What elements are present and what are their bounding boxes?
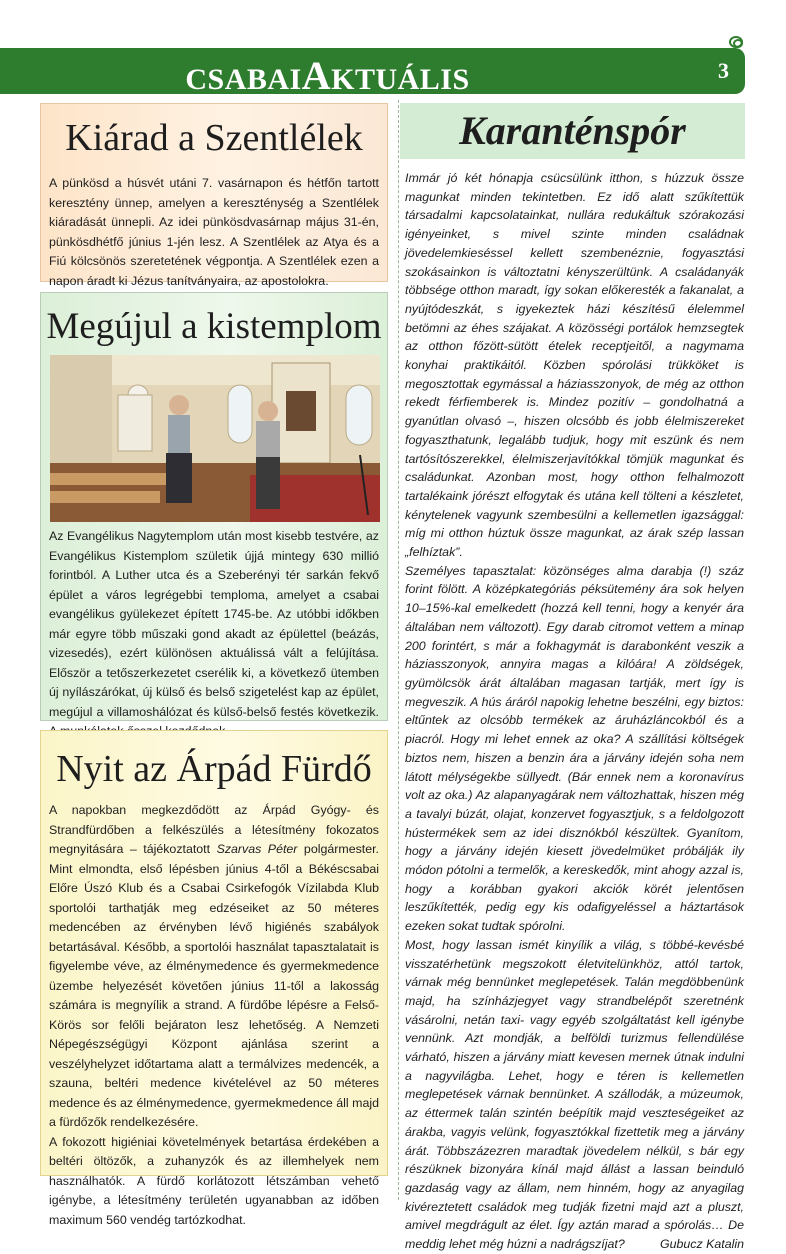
person-name: Szarvas Péter — [216, 842, 298, 856]
church-interior-photo — [50, 355, 380, 522]
page-number: 3 — [718, 58, 729, 83]
karantenspor-title: Karanténspór — [459, 108, 686, 153]
article-kistemplom — [40, 292, 388, 721]
article-arpad-furdo — [40, 730, 388, 1227]
article-title: Megújul a kistemplom — [46, 306, 382, 347]
article-szentlelek — [40, 103, 388, 288]
article-body: A pünkösd a húsvét utáni 7. vasárnapon és hétfőn tartott keresztény ünnep, amelyen a kereszténység a Szentlélek kiáradását ünnepli. Az idei pünkösdvasárnap május 31-én, pünkösdhétfő június 1-jén lesz. A Szentlélek az Atya és a Fiú kölcsönös szeretetének végpontja. A Szentlélek ezen a napon áradt ki Jézus tanítványaira, az apostolokra. — [49, 176, 379, 288]
article-title: Nyit az Árpád Fürdő — [56, 748, 372, 790]
karantenspor-body: Immár jó két hónapja csücsülünk itthon, s húzzuk össze magunkat minden tekintetben. Ez idő alatt szűkítettük társadalmi kapcsolatainkat, nullára redukáltuk szórakozási igényeinket, s mivel szinte minden családnak jövedelemkieséssel kellett szembenéznie, fogyasztási szokásainkon is változtatni kényszerültünk. A családanyák többsége otthon maradt, így sokan előkeresték a fakanalat, a nyújtódeszkát, s igyekeztek házi készítésű élelemmel betömni az éhes szájakat. A közösségi portálok hemzsegtek az otthon főzött-sütött ételek receptjeitől, a nagymama konyhai praktikáitól. Közben spórolási trükköket is megosztottak egymással a háziasszonyok, de még az otthon rekedt férfiemberek is. Mindez pozitív – gondolhatná a gyanútlan olvasó –, hiszen olcsóbb és jobb élelmiszereket fogyaszthatunk, legalább tudjuk, hogy mit eszünk és nem tartósítószerekkel, élelmiszerjavítókkal tömjük magunkat és családunkat. Azonban most, hogy otthon felhalmozott tartalékaink jórészt elfogytak és utána kell tölteni a készletet, kénytelenek vagyunk szembesülni a kellemetlen igazsággal: míg mi otthon húztuk össze magunkat, az árak szép lassan „felhíztak”. Személyes tapasztalat: közönséges alma darabja (!) száz forint fölött. A középkategóriás péksütemény ára sok helyen 10–15%-kal emelkedett (hozzá kell tenni, hogy a kenyér ára általában nem változott). Egy darab citromot vettem a minap 200 forintért, s már a fokhagymát is darabonként veszik a háziasszonyok, annyira magas a kilóára! A zöldségek, gyümölcsök árát általában magasan tartják, mert így is megveszik. A hús áráról napokig lehetne beszélni, egy biztos: eltűntek az olcsóbb termékek az áruházláncokból és a piacról. Hogy mi lehet ennek az oka? A szállítási költségek biztos nem, hiszen a benzin ára a járvány idején soha nem látott mélységekbe süllyedt. (Bár ennek nem a koronavírus volt az oka.) Az alapanyagárak nem változhattak, hiszen még a tavalyi búzát, olajat, konzervet fogyasztjuk, s a feldolgozott hústermékek sem az idei disznókból készültek. Gyanítom, hogy a járvány idején kiesett jövedelmüket próbálják ily módon pótolni a termelők, a kereskedők, mint ahogy azzal is, hogy a korábban gyakori akciók körét jelentősen leszűkítették, pedig egy kis odafigyeléssel a háztartások ezeken sokat tudtak spórolni. Most, hogy lassan ismét kinyílik a világ, s többé-kevésbé visszatérhetünk megszokott életvitelünkhöz, attól tartok, várnak még bennünket meglepetések. Talán megdöbbenünk majd, ha színházjegyet vagy strandbelépőt szeretnénk vásárolni, netán taxi- vagy egyéb szolgáltatást kell igénybe vennünk. Azt mondják, a belföldi turizmus fellendülése várható, hiszen a járvány miatt kevesen mernek útnak indulni a nagyvilágba. Lehet, hogy e téren is kellemetlen meglepetések várnak bennünket. A szállodák, a múzeumok, az éttermek talán szintén beépítik majd veszteségeiket az árakba, vagyis velünk, fogyasztókkal fizettetik meg a járvány árát. Többszázezren maradtak jövedelem nélkül, s bár egy részüknek bizonyára kínál majd állást a lassan beinduló gazdaság vagy az állam, nem hinném, hogy az anyagilag kivéreztetett családok meg tudják fizetni majd azt a pluszt, amivel megdrágult az élet. Így aztán marad a spórolás… De meddig lehet még húzni a nadrágszíjat? Gubucz Katalin — [405, 169, 744, 1254]
column-divider — [398, 100, 399, 1200]
article-title: Kiárad a Szentlélek — [65, 117, 363, 159]
church-interior-illustration — [50, 355, 380, 522]
author-name: Gubucz Katalin — [659, 1237, 744, 1252]
swirl-ornament-icon — [729, 36, 743, 48]
article-body: A napokban megkezdődött az Árpád Gyógy- és Strandfürdőben a felkészülés a létesítmény fokozatos megnyitására – tájékoztatott Szarvas Péter polgármester. Mint elmondta, első lépésben június 4-től a Békéscsabai Előre Úszó Klub és a Csabai Csirkefogók Vízilabda Klub sportolói tarthatják meg edzéseiket az 50 méteres medencében az érvényben lévő higiénés szabályok betartásával. Később, a sportolói használat tapasztalatait is figyelembe véve, az élménymedence és gyermekmedence üzembe helyezését követően június 11-től a lakosság számára is megnyílik a strand. A fürdőbe lépésre a Felső-Körös sor felőli bejáraton lesz lehetőség. A Nemzeti Népegészségügyi Központ ajánlása szerint a veszélyhelyzet időtartama alatt a termálvizes medencék, a szauna, beltéri medence kivételével az 50 méteres medence és az élménymedence, gyermekmedence áll majd a fürdőzők rendelkezésére. A fokozott higiéniai követelmények betartása érdekében a beltéri öltözők, a zuhanyzók és az illemhelyek nem használhatók. A fürdő korlátozott létszámban vehető igénybe, a létesítmény területén ugyanabban az időben maximum 560 vendég tartózkodhat. — [49, 803, 379, 1227]
article-body: Az Evangélikus Nagytemplom után most kisebb testvére, az Evangélikus Kistemplom születik újjá mintegy 630 millió forintból. A Luther utca és a Szeberényi tér sarkán fekvő épület a város legrégebbi temploma, amelyet a csabai evangélikus gyülekezet épített 1745-be. Az utóbbi időkben már egyre több műszaki gond akadt az épülettel (beázás, vizesedés), ezért különösen aktuálissá vált a felújítása. Először a tetőszerkezetet cserélik ki, a következő ütemben új nyílászárókat, új külső és belső szigetelést kap az épület, megújul a villamoshálózat és külső-belső festés következik. — [49, 529, 379, 719]
masthead-brand: CSABAIAKTUÁLIS — [185, 53, 470, 98]
page-header — [0, 48, 745, 98]
